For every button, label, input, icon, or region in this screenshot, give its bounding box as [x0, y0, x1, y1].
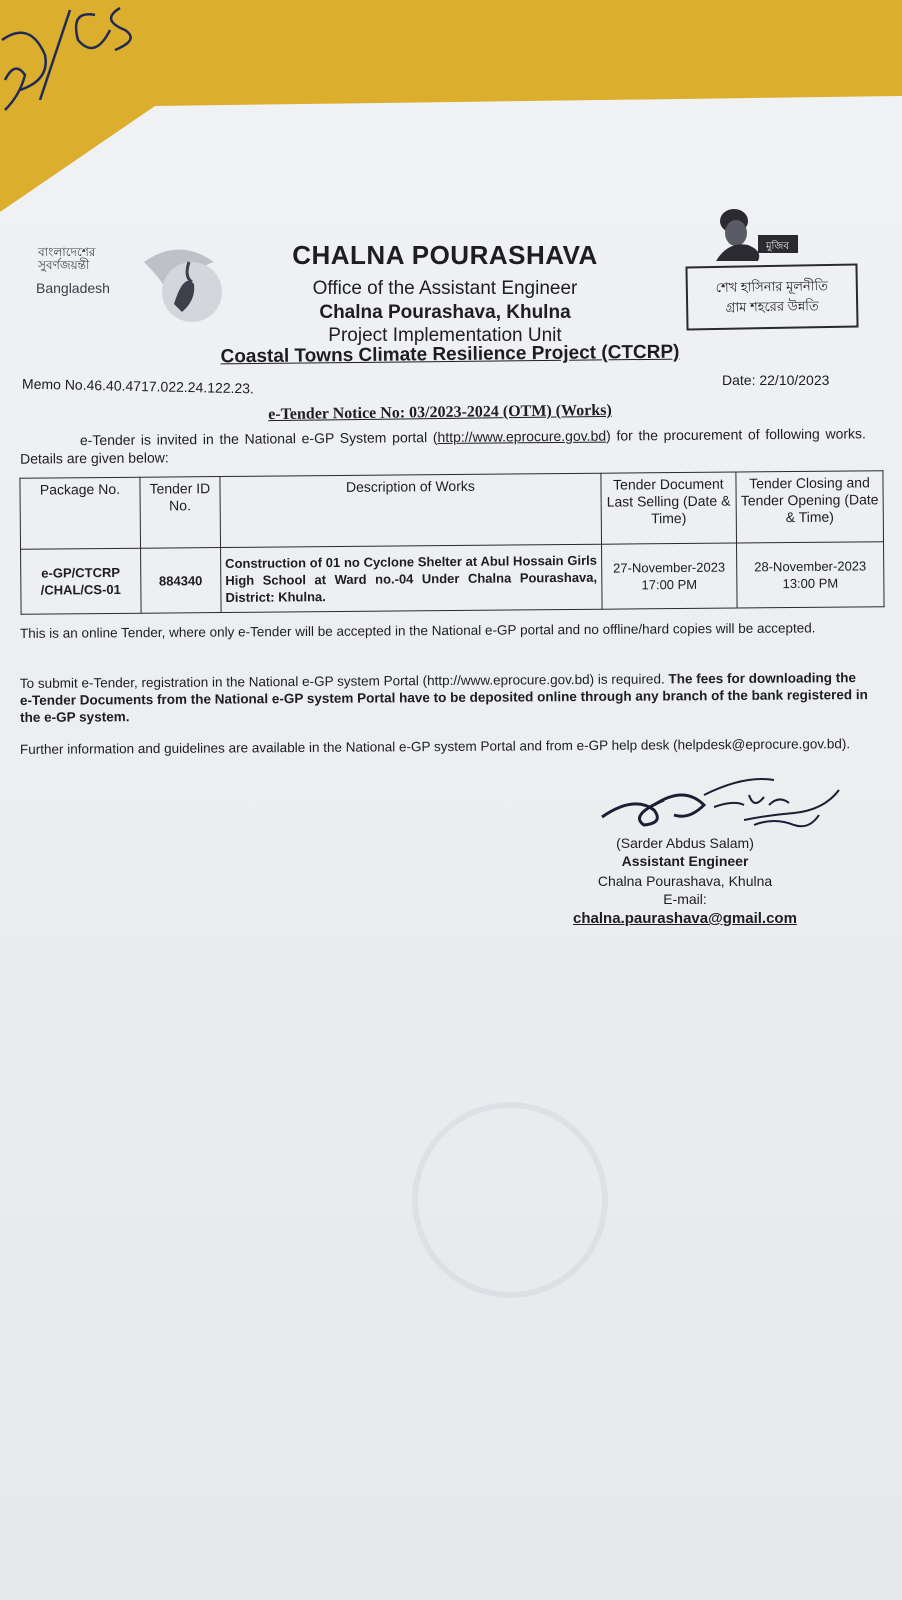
cell-tender-id: 884340 [140, 548, 221, 614]
header-package: Package No. [20, 477, 140, 549]
signatory-name: (Sarder Abdus Salam) [616, 835, 754, 851]
intro-paragraph [20, 424, 866, 467]
notice-date: Date: 22/10/2023 [722, 372, 830, 388]
signatory-title: Assistant Engineer [621, 853, 749, 869]
motto-box [685, 264, 858, 331]
golden-jubilee-logo-icon [134, 242, 234, 328]
cell-package: e-GP/CTCRP /CHAL/CS-01 [21, 548, 141, 614]
motto-line-1: শেখ হাসিনার মূলনীতি [715, 278, 829, 295]
online-tender-paragraph [20, 619, 868, 642]
logo-bengali-text: বাংলাদেশের সুবর্ণজয়ন্তী [38, 245, 96, 272]
organization-title: CHALNA POURASHAVA [292, 240, 598, 270]
eprocure-link[interactable]: http://www.eprocure.gov.bd [437, 427, 607, 446]
header-closing: Tender Closing and Tender Opening (Date & Time) [736, 471, 884, 543]
signatory-email[interactable]: chalna.paurashava@gmail.com [573, 910, 797, 927]
intro-text-end: ) for the procurement of following works. Details are given below: [20, 425, 866, 467]
motto-line-2: গ্রাম শহরের উন্নতি [725, 298, 819, 315]
logo-country-text: Bangladesh [36, 280, 110, 296]
online-tender-text: This is an online Tender, where only e-Tender will be accepted in the National e-GP portal and no offline/hard copies will be accepted. [19, 620, 816, 641]
cell-description: Construction of 01 no Cyclone Shelter at Abul Hossain Girls High School at Ward no.-04 Under Chalna Pourashava, District: Khulna. [221, 544, 602, 612]
notice-title: e-Tender Notice No: 03/2023-2024 (OTM) (Works) [268, 401, 612, 424]
further-info-paragraph [20, 735, 868, 758]
header-tender-id: Tender ID No. [140, 477, 221, 549]
faint-stamp-icon [390, 1090, 630, 1310]
further-info-text: Further information and guidelines are available in the National e-GP system Portal and from e-GP help desk (helpdesk@eprocure.gov.bd). [19, 736, 851, 757]
cell-last-selling: 27-November-2023 17:00 PM [601, 543, 737, 609]
signatory-office: Chalna Pourashava, Khulna [597, 873, 773, 889]
fees-text: The fees for downloading the e-Tender Documents from the National e-GP system Portal have to be deposited online through any branch of the bank registered in the e-GP system. [19, 670, 868, 725]
email-label: E-mail: [663, 891, 707, 907]
cell-closing: 28-November-2023 13:00 PM [737, 542, 885, 608]
office-name: Office of the Assistant Engineer [312, 278, 578, 299]
header-last-selling: Tender Document Last Selling (Date & Time) [601, 472, 737, 544]
unit-name: Project Implementation Unit [328, 325, 562, 346]
registration-text: To submit e-Tender, registration in the National e-GP system Portal (http://www.eprocure.gov.bd) is required. [19, 671, 665, 691]
header-description: Description of Works [220, 473, 601, 547]
registration-paragraph [20, 669, 868, 726]
portrait-icon [708, 203, 826, 261]
tender-table [19, 470, 884, 615]
portrait-caption: মুজিব [766, 241, 789, 252]
office-location: Chalna Pourashava, Khulna [319, 302, 571, 323]
intro-text-start: e-Tender is invited in the National e-GP System portal ( [79, 429, 438, 449]
table-header-row [20, 471, 884, 550]
memo-number: Memo No.46.40.4717.022.24.122.23. [21, 375, 255, 397]
table-row [21, 542, 885, 615]
project-name: Coastal Towns Climate Resilience Project (CTCRP) [220, 341, 680, 368]
